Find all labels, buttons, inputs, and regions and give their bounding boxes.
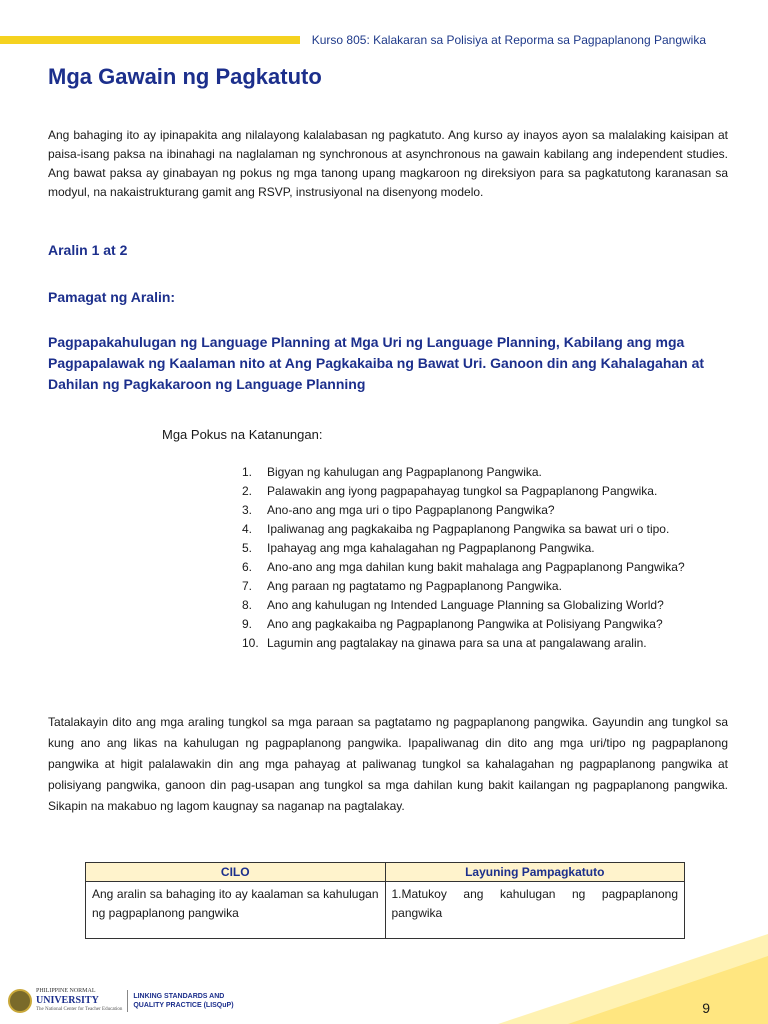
list-item: [242, 577, 722, 596]
list-item-text: Ano-ano ang mga dahilan kung bakit mahalaga ang Pagpaplanong Pangwika?: [267, 560, 685, 574]
list-item-text: Lagumin ang pagtalakay na ginawa para sa una at pangalawang aralin.: [267, 636, 647, 650]
list-item-number: 4.: [242, 522, 253, 536]
footer-logo: [8, 987, 234, 1014]
list-item-number: 7.: [242, 579, 253, 593]
list-item-text: Ano ang kahulugan ng Intended Language Planning sa Globalizing World?: [267, 598, 664, 612]
list-item-number: 6.: [242, 560, 253, 574]
corner-decoration: [498, 934, 768, 1024]
list-item-number: 5.: [242, 541, 253, 555]
list-item-text: Ang paraan ng pagtatamo ng Pagpaplanong Pangwika.: [267, 579, 562, 593]
list-item-text: Palawakin ang iyong pagpapahayag tungkol sa Pagpaplanong Pangwika.: [267, 484, 658, 498]
list-item: [242, 463, 722, 482]
lesson-title: Pagpapakahulugan ng Language Planning at Mga Uri ng Language Planning, Kabilang ang mga Pagpapalawak ng Kaalaman nito at Ang Pagkakaiba ng Bawat Uri. Ganoon din ang Kahalagahan at Dahilan ng Pagkakaroon ng Language Planning: [48, 334, 705, 392]
discussion-paragraph: Tatalakayin dito ang mga araling tungkol sa mga paraan sa pagtatamo ng pagpaplanong pangwika. Gayundin ang tungkol sa kung ano ang likas na kahulugan ng pagpaplanong pangwika. Ipapaliwanag din dito ang mga uri/tipo ng pagpaplanong pangwika at higit palalawakin din ang mga pahayag at paliwanag tungkol sa kahalagahan ng pagpaplanong pangwika at polisiyang pangwika, ganoon din pag-usapan ang tungkol sa mga dahilan kung bakit kailangan ng pagpaplanong pangwika. Sikapin na makabuo ng lagom kaugnay sa naganap na pagtalakay.: [48, 715, 728, 813]
cilo-table: [85, 862, 685, 939]
university-wordmark: [36, 987, 122, 1014]
list-item: [242, 482, 722, 501]
list-item-text: Ano-ano ang mga uri o tipo Pagpaplanong Pangwika?: [267, 503, 555, 517]
page-number: 9: [702, 1000, 710, 1016]
list-item-text: Ipaliwanag ang pagkakaiba ng Pagpaplanong Pangwika sa bawat uri o tipo.: [267, 522, 670, 536]
university-name-top: PHILIPPINE NORMAL: [36, 988, 96, 994]
list-item-text: Ipahayag ang mga kahalagahan ng Pagpaplanong Pangwika.: [267, 541, 595, 555]
table-header-objective: Layuning Pampagkatuto: [385, 863, 685, 882]
page-title: Mga Gawain ng Pagkatuto: [48, 64, 322, 89]
list-item: [242, 520, 722, 539]
university-subtitle: The National Center for Teacher Education: [36, 1007, 123, 1012]
header-accent-bar: [0, 36, 300, 44]
intro-paragraph: Ang bahaging ito ay ipinapakita ang nilalayong kalalabasan ng pagkatuto. Ang kurso ay inayos ayon sa malalaking kaisipan at paisa-isang paksa na ibinahagi na naglalaman ng synchronous at asynchronous na gawain kabilang ang independent studies. Ang bawat paksa ay ginabayan ng pokus ng mga tanong upang magkaroon ng direksiyon para sa pagkatutong karanasan sa modyul, na nakaistrukturang gamit ang RSVP, instrusiyonal na disenyong modelo.: [48, 128, 728, 199]
lesson-number: Aralin 1 at 2: [48, 242, 128, 258]
list-item: [242, 596, 722, 615]
table-cell-cilo: Ang aralin sa bahaging ito ay kaalaman sa kahulugan ng pagpaplanong pangwika: [86, 882, 386, 939]
footer-tagline: [133, 992, 233, 1010]
list-item-number: 3.: [242, 503, 253, 517]
course-header: Kurso 805: Kalakaran sa Polisiya at Reporma sa Pagpaplanong Pangwika: [311, 33, 706, 47]
list-item: [242, 634, 722, 653]
focus-questions-heading: Mga Pokus na Katanungan:: [162, 427, 323, 442]
focus-questions-list: [242, 463, 722, 653]
footer-tagline-line-2: QUALITY PRACTICE (LISQuP): [133, 1001, 234, 1009]
university-name: UNIVERSITY: [36, 995, 99, 1006]
list-item: [242, 615, 722, 634]
list-item-text: Ano ang pagkakaiba ng Pagpaplanong Pangwika at Polisiyang Pangwika?: [267, 617, 663, 631]
table-header-cilo: CILO: [86, 863, 386, 882]
university-seal-icon: [8, 989, 32, 1013]
list-item-number: 2.: [242, 484, 253, 498]
table-header-row: [86, 863, 685, 882]
table-cell-objective: 1.Matukoy ang kahulugan ng pagpaplanong pangwika: [385, 882, 685, 939]
list-item-text: Bigyan ng kahulugan ang Pagpaplanong Pangwika.: [267, 465, 542, 479]
list-item-number: 1.: [242, 465, 253, 479]
table-row: [86, 882, 685, 939]
list-item-number: 10.: [242, 636, 259, 650]
footer-tagline-line-1: LINKING STANDARDS AND: [133, 992, 225, 1000]
list-item-number: 9.: [242, 617, 253, 631]
list-item-number: 8.: [242, 598, 253, 612]
list-item: [242, 558, 722, 577]
logo-divider: [127, 990, 128, 1012]
list-item: [242, 501, 722, 520]
list-item: [242, 539, 722, 558]
lesson-title-label: Pamagat ng Aralin:: [48, 289, 176, 305]
